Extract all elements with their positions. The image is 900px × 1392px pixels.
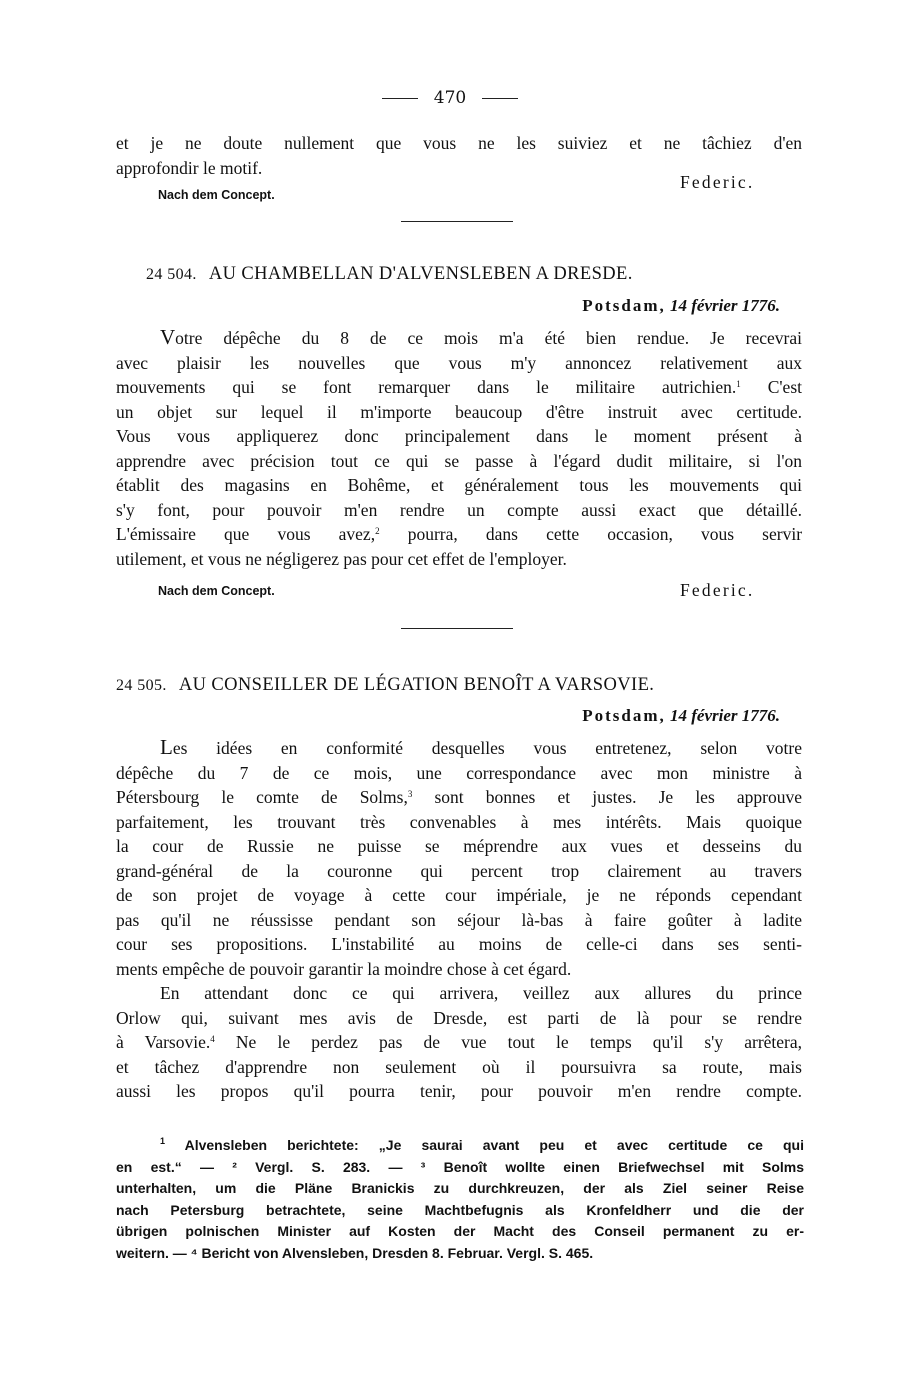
footnote-marker: 3 xyxy=(407,789,413,799)
letter-place-date xyxy=(582,296,780,316)
section-divider xyxy=(401,628,513,629)
text-line: à Varsovie.$^4$ Ne le perdez pas de vue tout le temps qu'il s'y arrêtera, xyxy=(116,1032,803,1052)
header-dash-left xyxy=(382,98,418,99)
text-line: parfaitement, les trouvant très convenables à mes intérêts. Mais quoique xyxy=(116,811,802,832)
letter-heading xyxy=(146,264,836,285)
source-note: Nach dem Concept. xyxy=(158,188,275,202)
text-line: grand-général de la couronne qui percent trop clairement au travers xyxy=(116,860,802,881)
text-line: pas qu'il ne réussisse pendant son séjour là-bas à faire goûter à ladite xyxy=(116,909,802,930)
section-divider xyxy=(401,221,513,222)
text-line: établit des magasins en Bohême, et généralement tous les mouvements qui xyxy=(116,475,802,495)
source-note: Nach dem Concept. xyxy=(158,584,275,598)
footnotes xyxy=(116,1135,804,1264)
text-line: cour ses propositions. L'instabilité au moins de celle-ci dans ses senti- xyxy=(116,934,802,954)
letter-place: Potsdam, xyxy=(582,296,666,315)
text-line: Les idées en conformité desquelles vous entretenez, selon votre xyxy=(160,735,802,759)
footnote-line: en est.“ — ² Vergl. S. 283. — ³ Benoît wollte einen Briefwechsel mit Solms xyxy=(116,1158,804,1175)
letter-number: 24 504. xyxy=(146,266,197,283)
letter-title: AU CHAMBELLAN D'ALVENSLEBEN A DRESDE. xyxy=(208,264,633,284)
footnote-marker: 2 xyxy=(375,526,380,536)
signature: Federic. xyxy=(680,172,755,192)
text-line: apprendre avec précision tout ce qui se passe à l'égard dudit militaire, si l'on xyxy=(116,450,802,471)
letter-date: 14 février 1776. xyxy=(669,706,780,725)
drop-cap: L xyxy=(160,735,173,759)
header-dash-right xyxy=(482,98,518,99)
text-line: avec plaisir les nouvelles que vous m'y annoncez relativement aux xyxy=(116,352,802,373)
page-header xyxy=(0,88,900,108)
page-number: 470 xyxy=(433,88,467,108)
letter-place-date xyxy=(582,706,780,726)
footnote-line: $^1$ Alvensleben berichtete: „Je saurai avant peu et avec certitude ce qui xyxy=(160,1136,804,1153)
drop-cap: V xyxy=(160,325,176,349)
letter-body xyxy=(116,735,802,1104)
text-line: et tâchez d'apprendre non seulement où il poursuivra sa route, mais xyxy=(116,1056,802,1077)
signature: Federic. xyxy=(680,580,755,600)
text-line: utilement, et vous ne négligerez pas pour cet effet de l'employer. xyxy=(116,548,567,569)
footnote-line: weitern. — ⁴ Bericht von Alvensleben, Dresden 8. Februar. Vergl. S. 465. xyxy=(116,1244,594,1261)
text-line: Votre dépêche du 8 de ce mois m'a été bien rendue. Je recevrai xyxy=(160,325,802,349)
text-line: de son projet de voyage à cette cour impériale, je ne réponds cependant xyxy=(116,885,802,905)
footnote-marker: 1 xyxy=(736,379,741,389)
text-line: un objet sur lequel il m'importe beaucoup d'être instruit avec certitude. xyxy=(116,401,802,422)
text-line: approfondir le motif. xyxy=(116,157,263,178)
text-line: et je ne doute nullement que vous ne les suiviez et ne tâchiez d'en xyxy=(116,133,802,153)
footnote-marker: 1 xyxy=(160,1136,166,1146)
letter-heading xyxy=(116,675,806,696)
text-line: la cour de Russie ne puisse se méprendre aux vues et desseins du xyxy=(116,836,802,856)
text-line: aussi les propos qu'il pourra tenir, pour pouvoir m'en rendre compte. xyxy=(116,1081,802,1101)
footnote-line: übrigen polnischen Minister auf Kosten der Macht des Conseil permanent zu er- xyxy=(116,1223,804,1239)
footnote-line: nach Petersburg betrachtete, seine Machtbefugnis als Kronfeldherr und die der xyxy=(116,1201,804,1218)
letter-body xyxy=(116,325,802,571)
footnote-line: unterhalten, um die Pläne Branickis zu durchkreuzen, der als Ziel seiner Reise xyxy=(116,1180,804,1196)
text-line: Pétersbourg le comte de Solms,$^3$ sont bonnes et justes. Je les approuve xyxy=(116,787,803,807)
letter-number: 24 505. xyxy=(116,677,167,694)
letter-date: 14 février 1776. xyxy=(669,296,780,315)
letter-title: AU CONSEILLER DE LÉGATION BENOÎT A VARSOVIE. xyxy=(178,675,655,695)
text-line: ments empêche de pouvoir garantir la moindre chose à cet égard. xyxy=(116,958,572,979)
text-line: L'émissaire que vous avez,$^2$ pourra, dans cette occasion, vous servir xyxy=(116,524,803,544)
text-line: Orlow qui, suivant mes avis de Dresde, est parti de là pour se rendre xyxy=(116,1007,802,1028)
text-line: Vous vous appliquerez donc principalement dans le moment présent à xyxy=(116,426,802,446)
text-line: dépêche du 7 de ce mois, une correspondance avec mon ministre à xyxy=(116,762,802,783)
letter-place: Potsdam, xyxy=(582,706,666,725)
text-line: En attendant donc ce qui arrivera, veillez aux allures du prince xyxy=(160,983,802,1003)
text-line: s'y font, pour pouvoir m'en rendre un compte aussi exact que détaillé. xyxy=(116,499,802,520)
footnote-marker: 4 xyxy=(210,1034,215,1044)
text-line: mouvements qui se font remarquer dans le militaire autrichien.$^1$ C'est xyxy=(116,377,802,397)
